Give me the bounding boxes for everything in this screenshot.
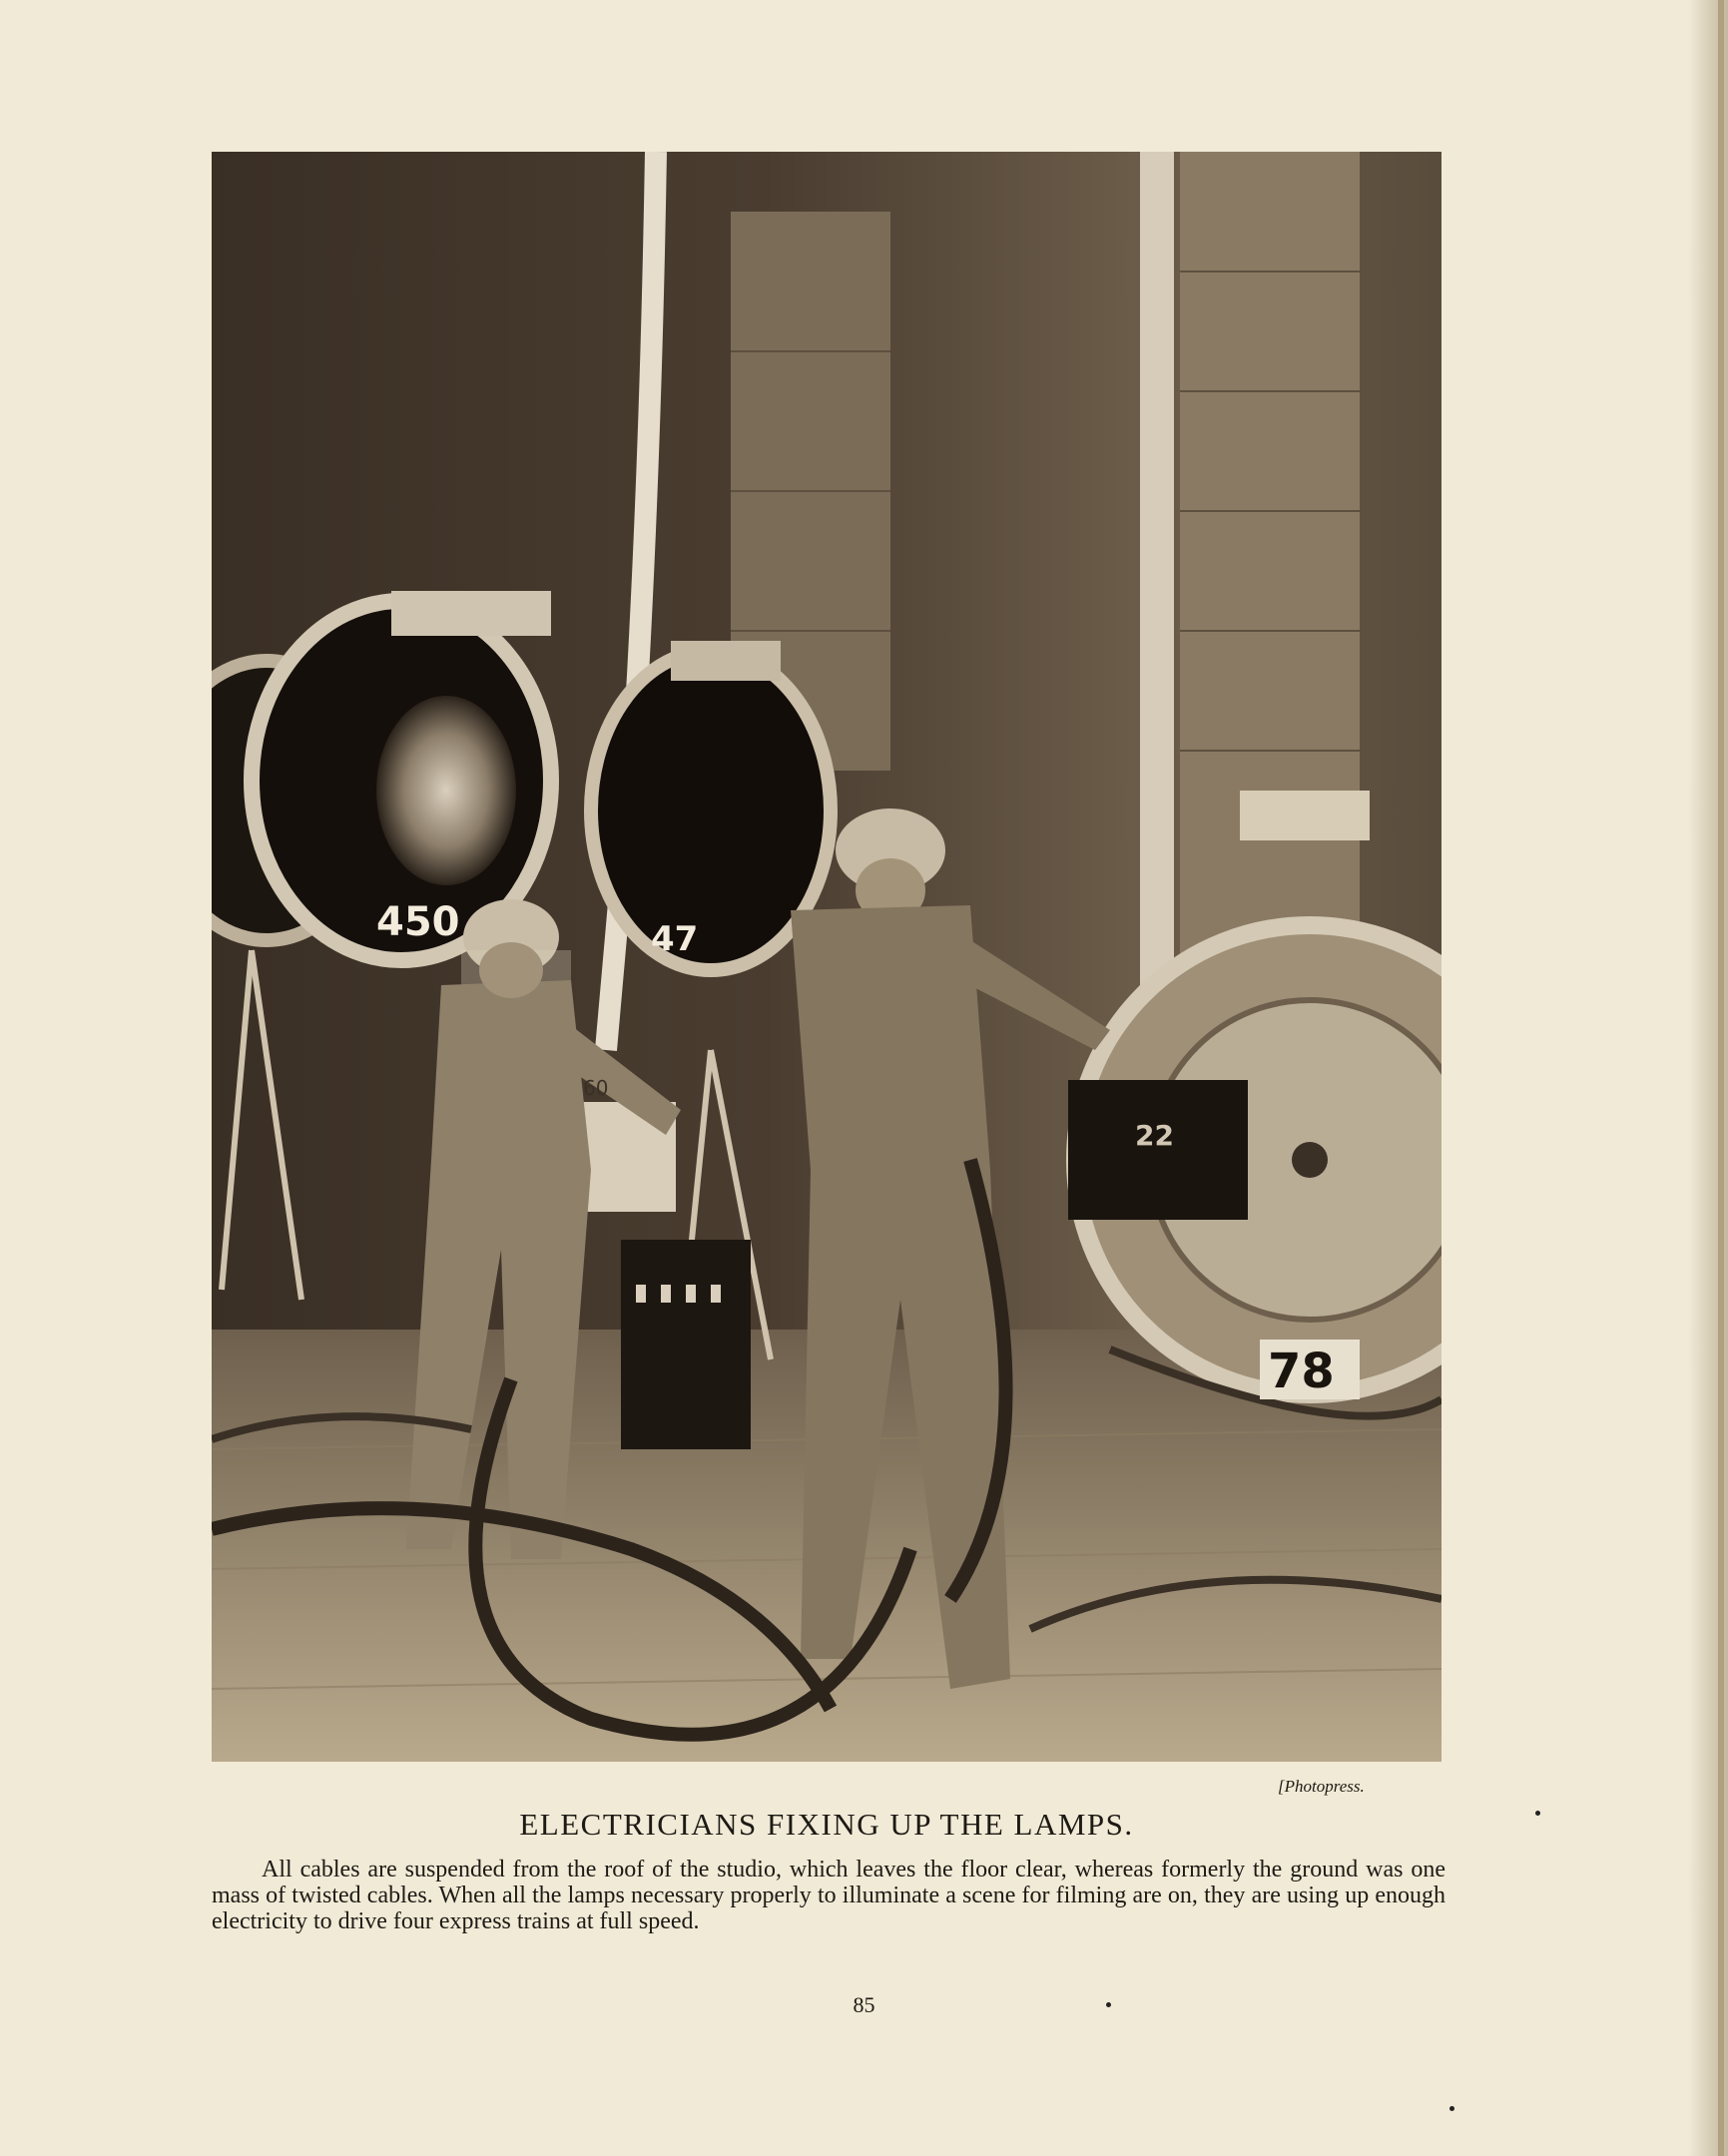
photo-illustration <box>212 152 1441 1762</box>
photo-credit: [Photopress. <box>1278 1777 1365 1796</box>
print-speck <box>1106 2002 1111 2007</box>
print-speck <box>1535 1811 1540 1816</box>
lamp-number-450: 450 <box>376 899 460 945</box>
caption-text: All cables are suspended from the roof of the studio, which leaves the floor clear, whereas formerly the ground was one mass of twisted cables. When all the lamps necessary properly to illuminate a scene for filming are on, they are using up enough electricity to drive four express trains at full speed. <box>212 1857 1445 1934</box>
lamp-number-47: 47 <box>651 919 699 959</box>
book-spine <box>1718 0 1724 2156</box>
photograph-electricians-lamps <box>212 152 1441 1762</box>
page-number: 85 <box>853 1992 875 2017</box>
caption-heading: ELECTRICIANS FIXING UP THE LAMPS. <box>519 1807 1134 1842</box>
lamp-number-78: 78 <box>1268 1344 1335 1399</box>
lamp-number-60: 60 <box>583 1076 609 1100</box>
lamp-number-22: 22 <box>1135 1119 1174 1152</box>
print-speck <box>1449 2106 1454 2111</box>
